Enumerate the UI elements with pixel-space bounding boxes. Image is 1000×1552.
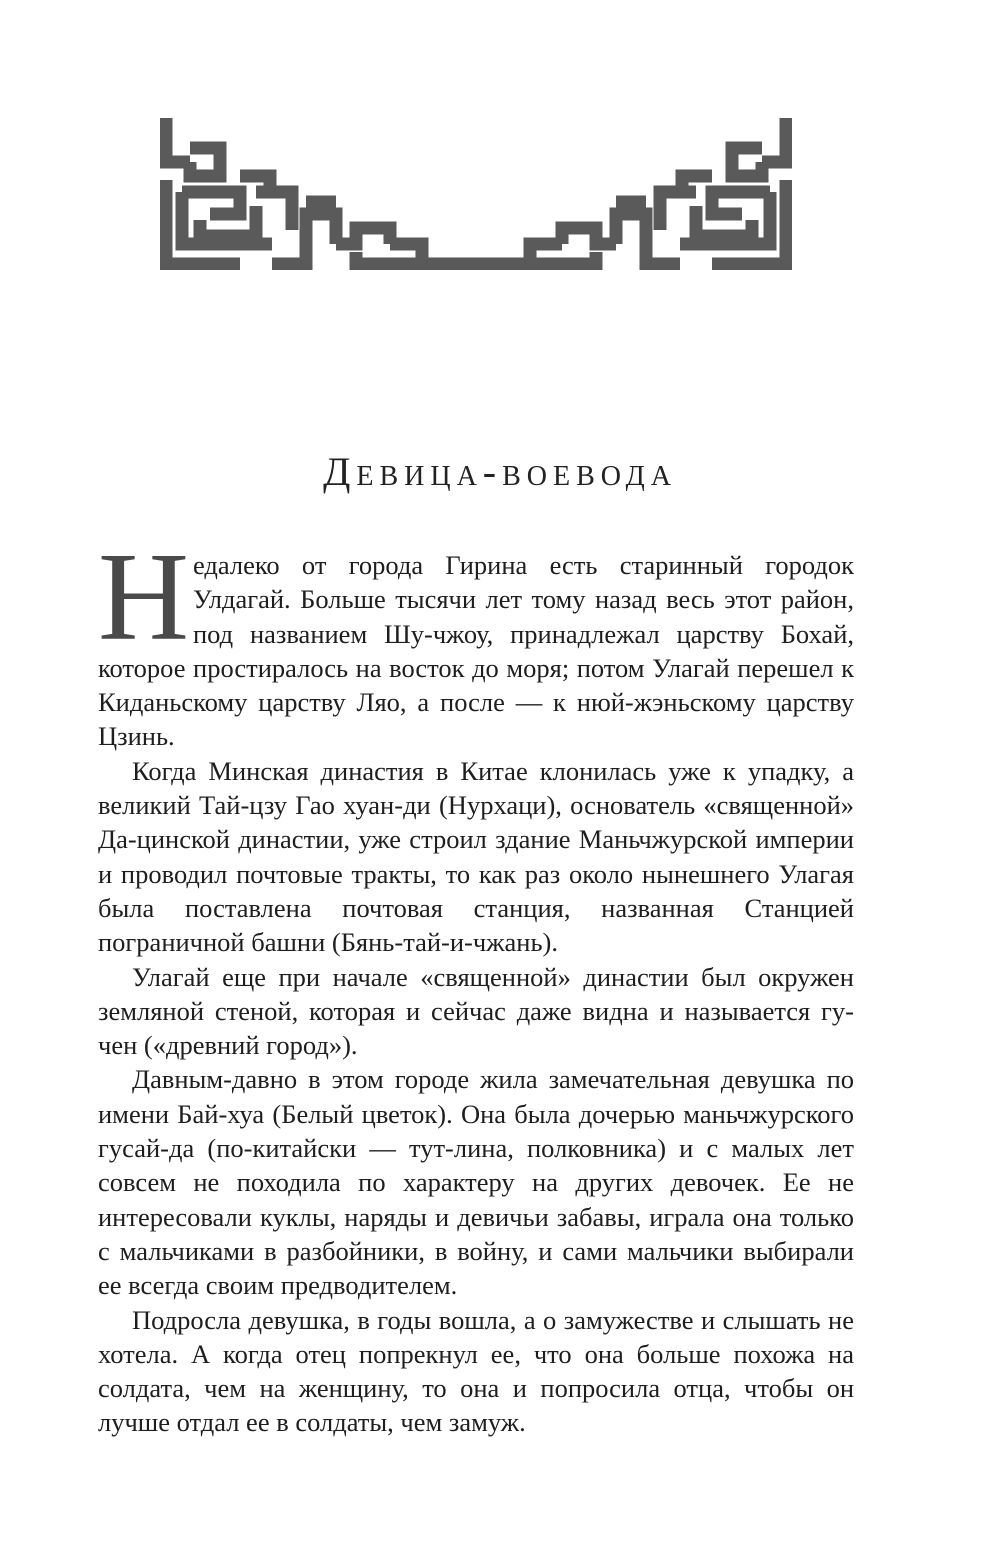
drop-cap: Н [98,528,189,667]
paragraph-text: едалеко от города Гирина есть старинный городок Улдагай. Больше тысячи лет тому назад весь этот район, под названием Шу-чжоу, принадлежал царству Бохай, которое простиралось на восток до моря; потом Улагай перешел к Киданьскому царству Ляо, а после — к нюй-жэньскому царству Цзинь. [98,550,854,752]
body-text [98,528,854,1440]
paragraph: Когда Минская династия в Китае клонилась уже к упадку, а великий Тай-цзу Гао хуан-ди (Нурхаци), основатель «священной» Да-цинской династии, уже строил здание Маньчжурской империи и проводил почтовые тракты, то как раз около нынешнего Улагая была поставлена почтовая станция, названная Станцией пограничной башни (Бянь-тай-и-чжань). [98,755,854,958]
paragraph: Давным-давно в этом городе жила замечательная девушка по имени Бай-хуа (Белый цветок). Она была дочерью маньчжурского гусай-да (по-китайски — тут-лина, полковника) и с малых лет совсем не походила по характеру на других девочек. Ее не интересовали куклы, наряды и девичьи забавы, играла она только с мальчиками в разбойники, в войну, и сами мальчики выбирали ее всегда своим предводителем. [98,1064,854,1301]
meander-ornament-icon [160,118,792,270]
paragraph: Улагай еще при начале «священной» династии был окружен земляной стеной, которая и сейчас даже видна и называется гу-чен («древний город»). [98,961,854,1061]
paragraph: Подросла девушка, в годы вошла, а о замужестве и слышать не хотела. А когда отец попрекнул ее, что она больше похожа на солдата, чем на женщину, то она и попросила отца, чтобы он лучше отдал ее в солдаты, чем замуж. [98,1304,854,1438]
paragraph [98,528,854,754]
chapter-title: Девица-воевода [323,449,677,494]
